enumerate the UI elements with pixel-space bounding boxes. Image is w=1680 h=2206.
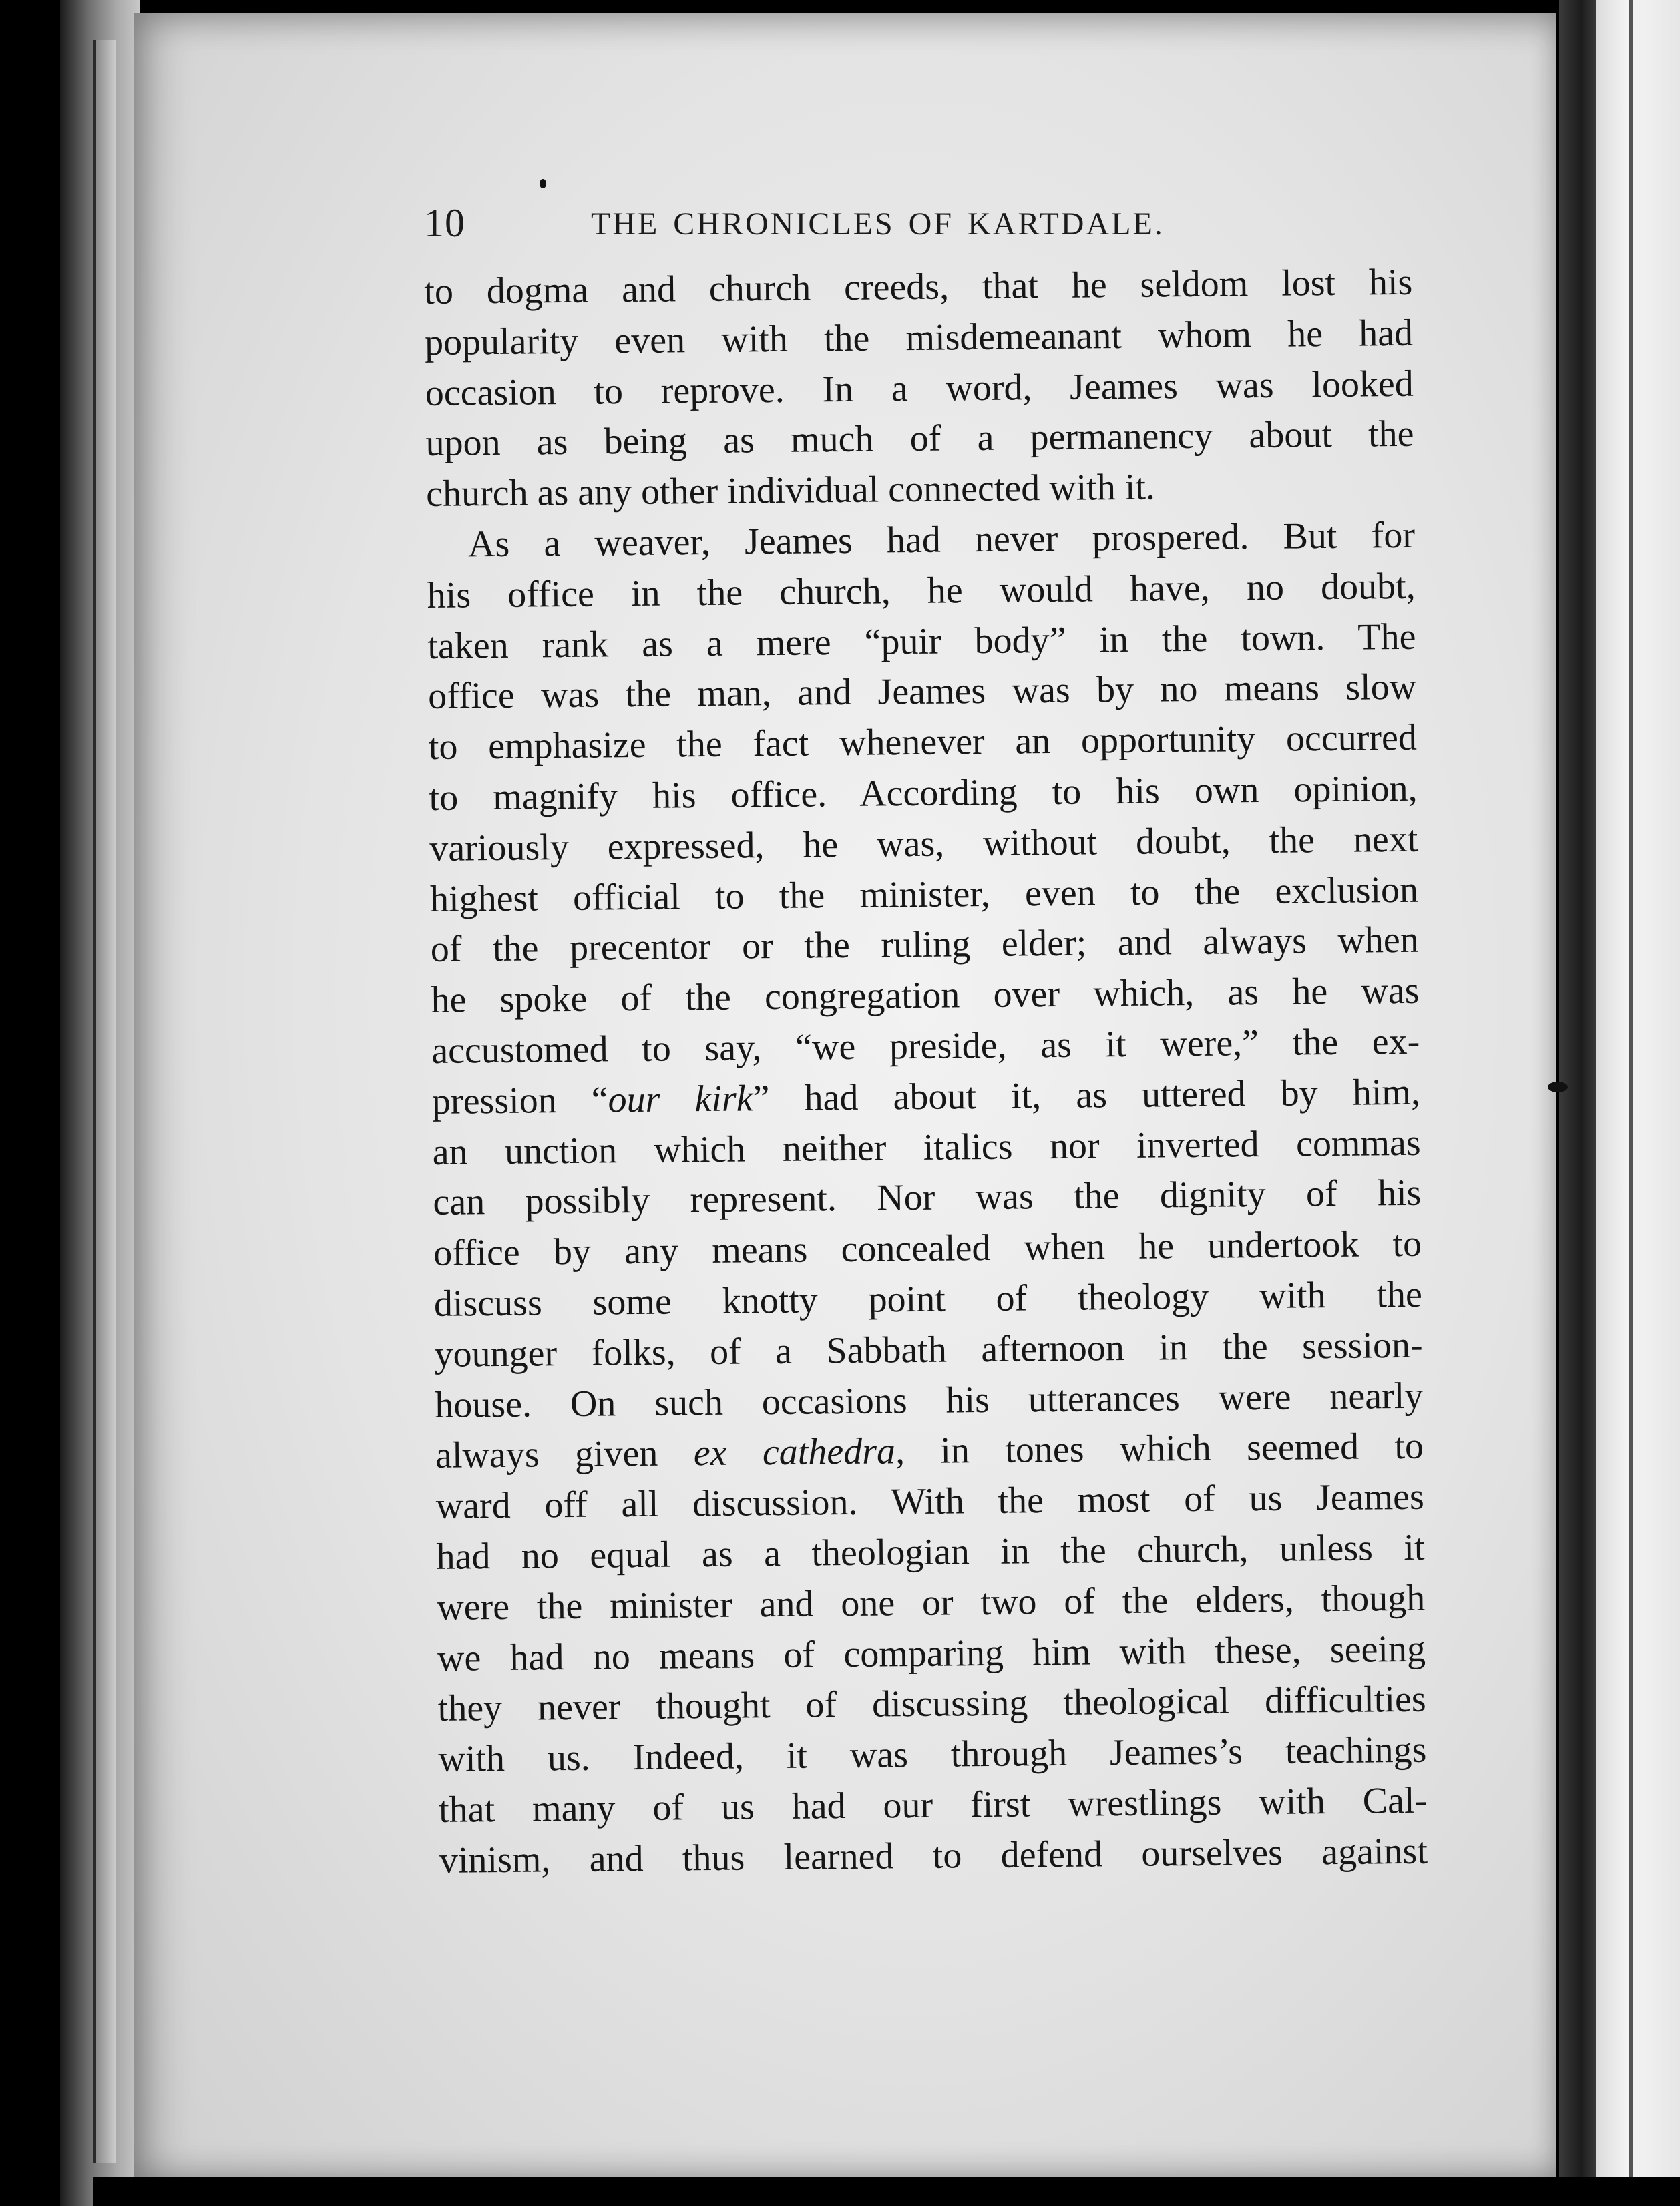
text-run: always given — [435, 1432, 694, 1477]
text-line — [431, 1017, 1420, 1077]
text-run: younger folks, of a Sabbath afternoon in the session- — [434, 1324, 1423, 1375]
text-line — [432, 1067, 1421, 1127]
text-line — [438, 1725, 1427, 1785]
facing-page-strip — [1596, 0, 1680, 2206]
text-run: office by any means concealed when he undertook to — [433, 1223, 1422, 1275]
text-run: upon as being as much of a permanency about the — [425, 413, 1414, 465]
text-run: his office in the church, he would have, no doubt, — [427, 565, 1416, 616]
text-run: to magnify his office. According to his own opinion, — [429, 767, 1418, 819]
text-run: occasion to reprove. In a word, Jeames was looked — [425, 363, 1414, 414]
text-run: highest official to the minister, even to the exclusion — [429, 869, 1419, 920]
text-run: to emphasize the fact whenever an opportunity occurred — [428, 716, 1418, 768]
text-line — [430, 865, 1419, 925]
text-line — [435, 1472, 1424, 1532]
page-fold-edge — [93, 40, 116, 2163]
page-number: 10 — [424, 201, 465, 245]
text-run: office was the man, and Jeames was by no means slow — [427, 666, 1417, 718]
text-run: can possibly represent. Nor was the dignity of his — [433, 1172, 1422, 1224]
text-line — [427, 511, 1416, 571]
text-run: variously expressed, he was, without doubt, the next — [429, 818, 1418, 869]
text-line — [439, 1826, 1428, 1886]
text-line — [431, 966, 1420, 1026]
text-run: of the precentor or the ruling elder; and always when — [430, 919, 1420, 971]
text-line — [425, 359, 1414, 419]
text-run: vinism, and thus learned to defend ourselves against — [439, 1830, 1428, 1882]
text-line — [425, 308, 1414, 369]
text-run: with us. Indeed, it was through Jeames’s teachings — [438, 1729, 1427, 1781]
text-line — [436, 1523, 1425, 1583]
page-header — [424, 200, 1452, 260]
text-run: in tones which seemed to — [904, 1425, 1424, 1472]
text-line — [427, 612, 1416, 672]
text-run: that many of us had our first wrestlings with Cal- — [438, 1779, 1428, 1831]
book-bottom-edge — [93, 2177, 1680, 2206]
text-run: ” had about it, as uttered by him, — [753, 1071, 1421, 1120]
text-run: had no equal as a theologian in the church, unless it — [436, 1526, 1425, 1578]
text-run: were the minister and one or two of the elders, though — [436, 1577, 1426, 1628]
text-line — [437, 1573, 1426, 1633]
italic-text-run: our kirk — [608, 1078, 753, 1121]
italic-text-run: ex cathedra, — [693, 1430, 905, 1474]
text-run: house. On such occasions his utterances were nearly — [435, 1375, 1424, 1426]
text-line — [429, 713, 1418, 773]
scan-speck — [540, 179, 546, 188]
text-line — [428, 662, 1417, 722]
text-line — [434, 1270, 1423, 1330]
text-run: we had no means of comparing him with these, seeing — [437, 1628, 1426, 1679]
text-run: As a weaver, Jeames had never prospered. But for — [467, 514, 1416, 566]
text-line — [432, 1118, 1421, 1178]
text-line — [425, 409, 1414, 469]
text-run: an unction which neither italics nor inverted commas — [432, 1122, 1421, 1173]
text-line — [429, 764, 1418, 824]
text-run: church as any other individual connected with it. — [425, 466, 1156, 515]
running-head: THE CHRONICLES OF KARTDALE. — [591, 206, 1165, 242]
text-line — [439, 1776, 1428, 1836]
text-line — [426, 460, 1415, 520]
text-line — [433, 1219, 1422, 1279]
text-run: pression “ — [431, 1079, 608, 1122]
text-run: popularity even with the misdemeanant whom he had — [424, 312, 1414, 363]
text-line — [429, 815, 1418, 875]
text-run: discuss some knotty point of theology with the — [433, 1273, 1423, 1325]
text-line — [435, 1371, 1424, 1431]
book-binding-band — [1559, 0, 1596, 2206]
text-run: ward off all discussion. With the most of us Jeames — [435, 1476, 1425, 1528]
text-line — [433, 1168, 1422, 1229]
text-run: they never thought of discussing theological difficulties — [437, 1679, 1426, 1730]
text-run: to dogma and church creeds, that he seldom lost his — [424, 261, 1413, 312]
facing-page-edge-line — [1629, 0, 1633, 2206]
scan-speck — [1548, 1082, 1568, 1092]
text-run: accustomed to say, “we preside, as it were,” the ex- — [431, 1020, 1420, 1072]
text-line — [435, 1421, 1424, 1482]
text-line — [437, 1675, 1426, 1735]
text-run: he spoke of the congregation over which, as he was — [431, 969, 1420, 1022]
text-line — [434, 1320, 1423, 1380]
text-line — [427, 562, 1416, 622]
body-text — [424, 258, 1428, 1887]
text-run: taken rank as a mere “puir body” in the town. The — [427, 616, 1416, 667]
text-line — [424, 258, 1413, 318]
text-line — [430, 915, 1419, 975]
text-line — [437, 1624, 1426, 1684]
